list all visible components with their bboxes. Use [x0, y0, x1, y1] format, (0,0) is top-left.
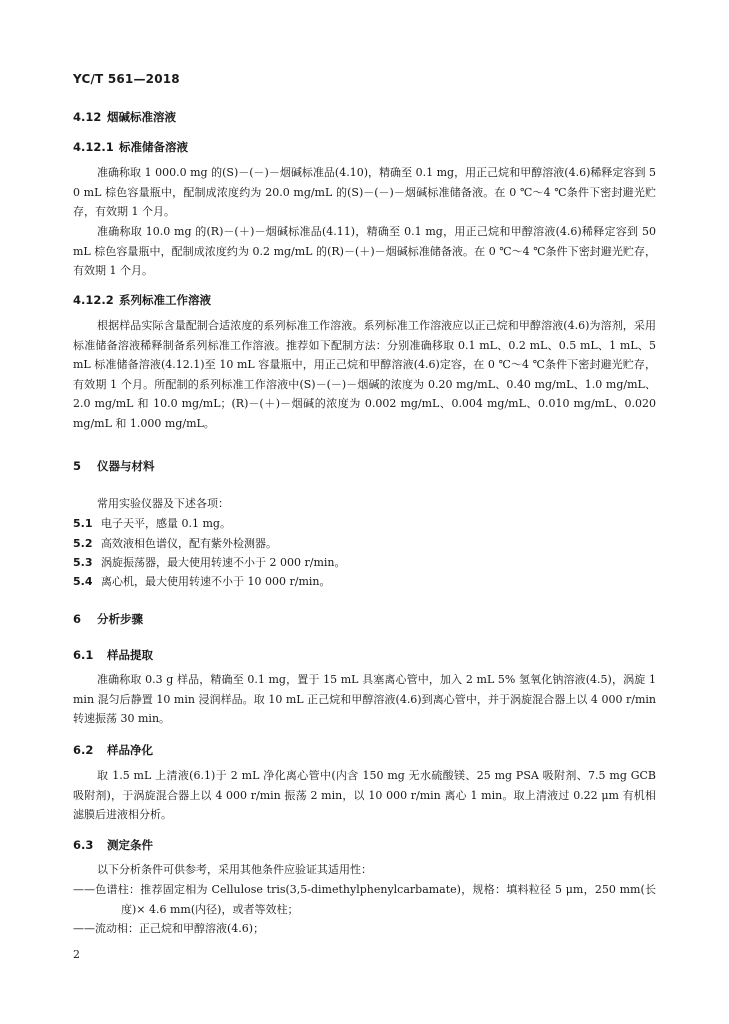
- dash-item: ——流动相：正己烷和甲醇溶液(4.6)；: [73, 922, 265, 935]
- heading-number: 4.12: [73, 110, 102, 124]
- heading-title: 样品提取: [107, 648, 153, 662]
- heading-4-12-2: [73, 292, 211, 308]
- list-item: 5.3 涡旋振荡器，最大使用转速不小于 2 000 r/min。: [73, 556, 346, 569]
- heading-number: 6: [73, 612, 82, 626]
- list-item: 5.2 高效液相色谱仪，配有紫外检测器。: [73, 537, 277, 550]
- heading-6-3: [73, 837, 153, 853]
- heading-number: 4.12.1: [73, 140, 114, 154]
- heading-number: 4.12.2: [73, 293, 114, 307]
- list-item: 5.4 离心机，最大使用转速不小于 10 000 r/min。: [73, 575, 331, 588]
- heading-title: 仪器与材料: [97, 459, 155, 473]
- heading-6-1: [73, 647, 153, 663]
- heading-number: 6.1: [73, 648, 94, 662]
- heading-number: 6.2: [73, 743, 94, 757]
- section-5-intro: 常用实验仪器及下述各项：: [97, 497, 229, 510]
- heading-title: 系列标准工作溶液: [119, 293, 211, 307]
- heading-title: 样品净化: [107, 743, 153, 757]
- heading-4-12: [73, 109, 176, 125]
- heading-number: 6.3: [73, 838, 94, 852]
- heading-title: 标准储备溶液: [119, 140, 188, 154]
- heading-6: [73, 611, 143, 627]
- standard-code: YC/T 561—2018: [73, 72, 180, 86]
- paragraph-4-12-1-a: 准确称取 1 000.0 mg 的(S)－(－)－烟碱标准品(4.10)，精确至 0.1 mg，用正己烷和甲醇溶液(4.6)稀释定容到 50 mL 棕色容量瓶中，配制成浓度约为 20.0 mg/mL 的(S)－(－)－烟碱标准储备液。在 0 ℃～4 ℃条件下密封避光贮存，有效期 1 个月。: [73, 166, 656, 218]
- paragraph-6-1: 准确称取 0.3 g 样品，精确至 0.1 mg，置于 15 mL 具塞离心管中，加入 2 mL 5% 氢氧化钠溶液(4.5)，涡旋 1 min 混匀后静置 10 min 浸润样品。取 10 mL 正己烷和甲醇溶液(4.6)到离心管中，并于涡旋混合器上以 4 000 r/min 转速振荡 30 min。: [73, 673, 656, 725]
- list-item: 5.1 电子天平，感量 0.1 mg。: [73, 517, 231, 530]
- heading-title: 烟碱标准溶液: [107, 110, 176, 124]
- section-6-3-intro: 以下分析条件可供参考，采用其他条件应验证其适用性：: [97, 863, 372, 876]
- heading-number: 5: [73, 459, 82, 473]
- paragraph-4-12-2: 根据样品实际含量配制合适浓度的系列标准工作溶液。系列标准工作溶液应以正己烷和甲醇溶液(4.6)为溶剂，采用标准储备溶液稀释制备系列标准工作溶液。推荐如下配制方法：分别准确移取 0.1 mL、0.2 mL、0.5 mL、1 mL、5 mL 标准储备溶液(4.12.1)至 10 mL 容量瓶中，用正己烷和甲醇溶液(4.6)定容，在 0 ℃～4 ℃条件下密封避光贮存，有效期 1 个月。所配制的系列标准工作溶液中(S)－(－)－烟碱的浓度为 0.20 mg/mL、0.40 mg/mL、1.0 mg/mL、2.0 mg/mL 和 10.0 mg/mL；(R)－(＋)－烟碱的浓度为 0.002 mg/mL、0.004 mg/mL、0.010 mg/mL、0.020 mg/mL 和 1.000 mg/mL。: [73, 319, 656, 430]
- heading-title: 分析步骤: [97, 612, 143, 626]
- page-number: 2: [73, 948, 80, 961]
- heading-4-12-1: [73, 139, 188, 155]
- dash-item: ——色谱柱：推荐固定相为 Cellulose tris(3,5-dimethylphenylcarbamate)，规格：填料粒径 5 μm，250 mm(长度)× 4.6 mm(内径)，或者等效柱；: [73, 883, 656, 916]
- heading-6-2: [73, 742, 153, 758]
- heading-title: 测定条件: [107, 838, 153, 852]
- paragraph-6-2: 取 1.5 mL 上清液(6.1)于 2 mL 净化离心管中(内含 150 mg 无水硫酸镁、25 mg PSA 吸附剂、7.5 mg GCB 吸附剂)，于涡旋混合器上以 4 000 r/min 振荡 2 min，以 10 000 r/min 离心 1 min。取上清液过 0.22 μm 有机相滤膜后进液相分析。: [73, 769, 656, 821]
- heading-5: [73, 458, 155, 474]
- paragraph-4-12-1-b: 准确称取 10.0 mg 的(R)－(＋)－烟碱标准品(4.11)，精确至 0.1 mg，用正己烷和甲醇溶液(4.6)稀释定容到 50 mL 棕色容量瓶中，配制成浓度约为 0.2 mg/mL 的(R)－(＋)－烟碱标准储备液。在 0 ℃～4 ℃条件下密封避光贮存，有效期 1 个月。: [73, 225, 656, 277]
